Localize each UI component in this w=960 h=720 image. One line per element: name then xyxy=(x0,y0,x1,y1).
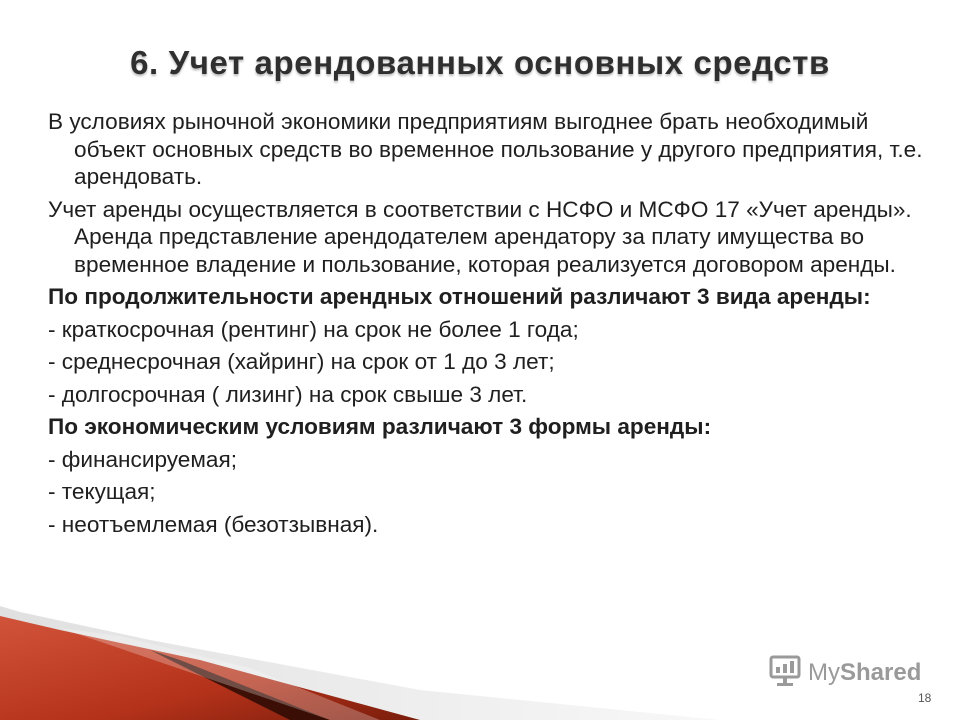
slide-body xyxy=(48,108,928,543)
watermark-text: MyShared xyxy=(808,659,922,686)
list-item: - долгосрочная ( лизинг) на срок свыше 3 лет. xyxy=(48,381,528,407)
economic-heading: По экономическим условиям различают 3 формы аренды: xyxy=(48,414,712,439)
watermark-logo xyxy=(768,656,921,690)
slide-title: 6. Учет арендованных основных средств xyxy=(130,44,830,81)
accounting-paragraph: Учет аренды осуществляется в соответствии с НСФО и МСФО 17 «Учет аренды». Аренда представление арендодателем арендатору за плату имущества во временное владение и пользование, которая реализуется договором аренды. xyxy=(48,196,912,277)
list-item: - текущая; xyxy=(48,479,156,504)
list-item: - неотъемлемая (безотзывная). xyxy=(48,511,379,537)
intro-paragraph: В условиях рыночной экономики предприятиям выгоднее брать необходимый объект основных средств во временное пользование у другого предприятия, т.е. арендовать. xyxy=(48,109,923,189)
presentation-board-icon xyxy=(768,655,802,692)
slide-number: 18 xyxy=(918,691,932,705)
list-item: - финансируемая; xyxy=(48,446,237,472)
list-item: - среднесрочная (хайринг) на срок от 1 до 3 лет; xyxy=(48,349,555,374)
duration-heading: По продолжительности арендных отношений различают 3 вида аренды: xyxy=(48,284,871,309)
list-item: - краткосрочная (рентинг) на срок не более 1 года; xyxy=(48,316,579,342)
